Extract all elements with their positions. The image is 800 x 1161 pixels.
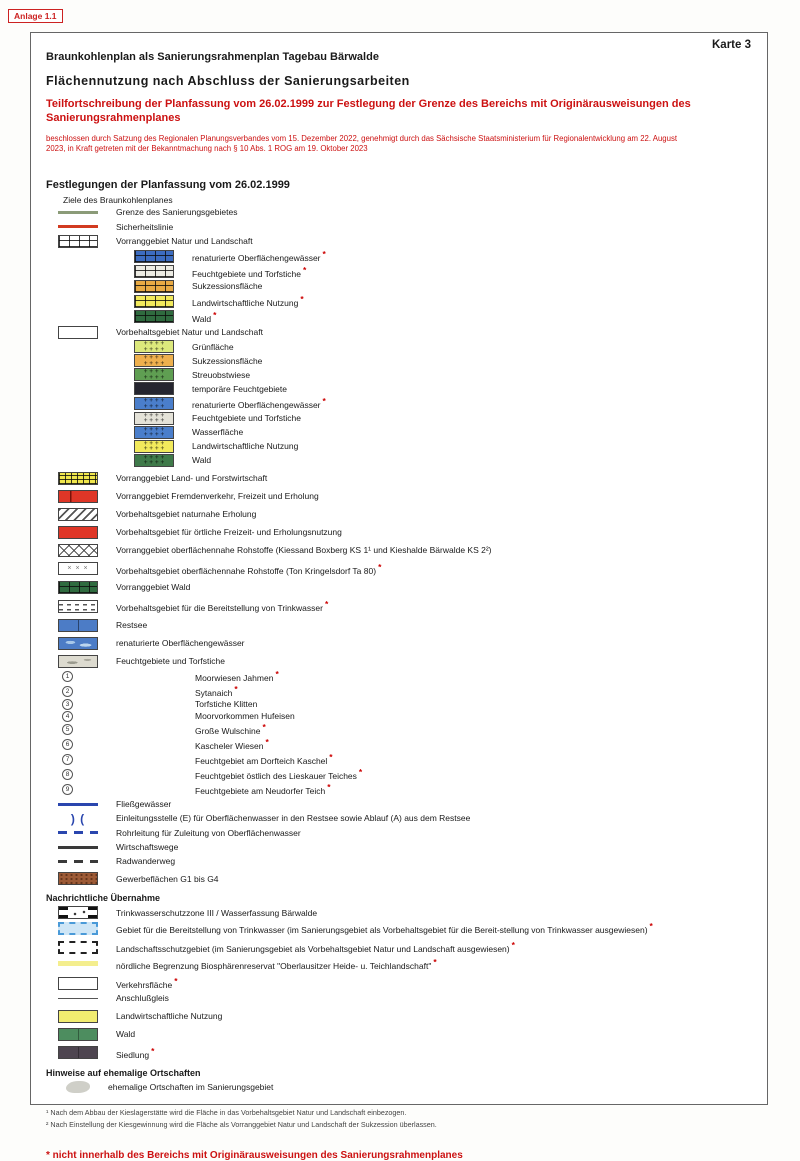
legend-item-label: Wasserfläche [192, 426, 244, 437]
legend-item [46, 490, 752, 503]
asterisk-marker: * [649, 921, 653, 931]
legend-item [46, 544, 752, 557]
stipple-swatch-icon [58, 977, 98, 990]
legend-item [46, 940, 752, 954]
legend-item [46, 581, 752, 594]
legend-item [46, 782, 752, 796]
legend-item-label: Landschaftsschutzgebiet (im Sanierungsgebiet als Vorbehaltsgebiet Natur und Landschaft ausgewiesen) * [116, 940, 515, 955]
legend-item-label: Große Wulschine * [195, 722, 266, 736]
number-badge-icon: 9 [62, 784, 73, 795]
legend-item [46, 396, 752, 410]
number-badge-icon: 2 [62, 686, 73, 697]
legend-item-label: Moorwiesen Jahmen * [195, 669, 279, 684]
grid-grey-swatch-icon [134, 265, 174, 278]
solid-red2-swatch-icon [58, 526, 98, 539]
legend-item-label: Wald [192, 454, 212, 465]
legend-item [46, 265, 752, 279]
legend-group-label: Ziele des Braunkohlenplanes [63, 194, 173, 205]
patchy-blue-swatch-icon [58, 637, 98, 650]
legend-item [46, 827, 752, 840]
legend-item-label: Vorbehaltsgebiet für die Bereitstellung von Trinkwasser * [116, 599, 329, 614]
line-red-swatch-icon [58, 225, 98, 228]
legend-item-label: Feuchtgebiete und Torfstiche * [192, 264, 307, 279]
legend-item [46, 906, 752, 919]
grid-darkgreen-swatch-icon [134, 310, 174, 323]
amendment-title: Teilfortschreibung der Planfassung vom 26.02.1999 zur Festlegung der Grenze des Bereichs mit Originärausweisungen des Sanierungsrahmenplanes [46, 98, 691, 124]
legend-item-label: Wald * [192, 309, 217, 324]
asterisk-marker: * [275, 669, 279, 680]
asterisk-marker: * [511, 940, 515, 951]
line-black-swatch-icon [58, 846, 98, 849]
number-badge-icon: 7 [62, 754, 73, 765]
legend-item-label: Torfstiche Klitten [195, 699, 258, 710]
grid-yellow2-swatch-icon [58, 472, 98, 485]
resolution-note: beschlossen durch Satzung des Regionalen Planungsverbandes vom 15. Dezember 2022, genehmigt durch das Sächsische Staatsministerium für Regionalentwicklung am 22. August 2023, in Kraft getreten mit der Bekanntmachung nach § 10 Abs. 1 ROG am 19. Oktober 2023 [46, 133, 678, 154]
legend-item-label: Feuchtgebiete und Torfstiche [192, 412, 301, 423]
legend-item [46, 221, 752, 234]
legend-item-label: Vorranggebiet Natur und Landschaft [116, 235, 253, 246]
legend-item [46, 957, 752, 971]
anlage-label: Anlage 1.1 [8, 9, 63, 23]
legend-item [46, 684, 752, 698]
legend-item [46, 454, 752, 467]
asterisk-marker: * [151, 1045, 155, 1056]
asterisk-marker: * [174, 975, 178, 986]
legend-item-label: Vorbehaltsgebiet für örtliche Freizeit- und Erholungsnutzung [116, 526, 342, 537]
footnote-1: ¹ Nach dem Abbau der Kieslagerstätte wird die Fläche in das Vorbehaltsgebiet Natur und Landschaft einbezogen. [46, 1108, 407, 1118]
legend-item [46, 921, 752, 935]
legend-item [46, 841, 752, 854]
legend-section-heading: Nachrichtliche Übernahme [46, 893, 161, 904]
dash-lines-swatch-icon [58, 600, 98, 613]
legend-item-label: Grünfläche [192, 341, 234, 352]
legend-item-label: Einleitungsstelle (E) für Oberflächenwasser in den Restsee sowie Ablauf (A) aus dem Restsee [116, 813, 471, 824]
legend-item [46, 382, 752, 395]
line-thin-swatch-icon [58, 998, 98, 1000]
solid-yellow-swatch-icon [58, 1010, 98, 1023]
legend-item [46, 249, 752, 263]
number-badge-icon: 1 [62, 671, 73, 682]
legend-item [46, 976, 752, 990]
bluedash-box-swatch-icon [58, 922, 98, 935]
legend-item-label: Gewerbeflächen G1 bis G4 [116, 873, 219, 884]
dashdot-box-swatch-icon [58, 941, 98, 954]
hatch-cross-swatch-icon [58, 544, 98, 557]
asterisk-marker: * [378, 561, 382, 572]
asterisk-marker: * [300, 294, 304, 305]
legend-item-label: Verkehrsfläche * [116, 975, 178, 990]
grid-blue-swatch-icon [134, 250, 174, 263]
legend-item-label: Vorranggebiet Wald [116, 582, 191, 593]
solid-blue-swatch-icon [58, 619, 98, 632]
asterisk-marker: * [433, 956, 437, 967]
legend-item-label: renaturierte Oberflächengewässer * [192, 396, 326, 411]
solid-brown-swatch-icon [58, 872, 98, 885]
legend-item [46, 637, 752, 650]
legend-item-label: Sukzessionsfläche [192, 281, 263, 292]
legend-item [46, 752, 752, 766]
grid-orange-swatch-icon [134, 280, 174, 293]
plus-blue-swatch-icon [134, 397, 174, 410]
dash-black-swatch-icon [58, 860, 98, 863]
legend-item [46, 440, 752, 453]
asterisk-marker: * [213, 309, 217, 320]
line-green-swatch-icon [58, 211, 98, 214]
plus-green-swatch-icon [134, 368, 174, 381]
legend-item-label: Kascheler Wiesen * [195, 737, 269, 751]
number-badge-icon: 3 [62, 699, 73, 710]
plus-lightgreen-swatch-icon [134, 340, 174, 353]
legend-item [46, 599, 752, 613]
legend-item-label: renaturierte Oberflächengewässer * [192, 249, 326, 264]
asterisk-marker: * [265, 737, 269, 748]
number-badge-icon: 8 [62, 769, 73, 780]
legend-item [46, 619, 752, 632]
footnote-2: ² Nach Einstellung der Kiesgewinnung wird die Fläche als Vorranggebiet Natur und Landschaft der Sukzession überlassen. [46, 1119, 437, 1129]
document-title: Braunkohlenplan als Sanierungsrahmenplan Tagebau Bärwalde [46, 51, 379, 63]
number-badge-icon: 5 [62, 724, 73, 735]
legend-item-label: Feuchtgebiet am Dorfteich Kaschel * [195, 752, 333, 766]
legend-item-label: Vorranggebiet Fremdenverkehr, Freizeit und Erholung [116, 490, 319, 501]
asterisk-note: * nicht innerhalb des Bereichs mit Originärausweisungen des Sanierungsrahmenplanes [46, 1149, 463, 1161]
legend-item-label: Sytanaich * [195, 684, 238, 699]
asterisk-marker: * [322, 249, 326, 260]
legend-item-label: Moorvorkommen Hufeisen [195, 710, 295, 721]
legend-section-heading: Hinweise auf ehemalige Ortschaften [46, 1067, 201, 1078]
legend-item [46, 1028, 752, 1041]
legend-item [46, 1046, 752, 1060]
legend-item-label: Vorranggebiet oberflächennahe Rohstoffe (Kiessand Boxberg KS 1¹ und Kieshalde Bärwalde KS 2²) [116, 544, 492, 555]
legend-item [46, 812, 752, 825]
legend-heading: Festlegungen der Planfassung vom 26.02.1999 [46, 178, 290, 191]
grid-darkgreen2-swatch-icon [58, 581, 98, 594]
plus-grey-swatch-icon [134, 412, 174, 425]
map-sheet-label: Karte 3 [712, 39, 751, 51]
box-white-swatch-icon [58, 326, 98, 339]
legend-item [46, 526, 752, 539]
legend-item-label: Feuchtgebiete und Torfstiche [116, 655, 225, 666]
blob-swatch-icon [66, 1081, 90, 1093]
legend-item [46, 354, 752, 367]
inlet-swatch-icon [58, 812, 98, 825]
legend-item-label: Wirtschaftswege [116, 841, 179, 852]
solid-darknavy-swatch-icon [134, 382, 174, 395]
grid-yellow-swatch-icon [134, 295, 174, 308]
legend-item [46, 280, 752, 293]
plus-darkgreen-swatch-icon [134, 454, 174, 467]
legend-item-label: temporäre Feuchtgebiete [192, 383, 287, 394]
legend-item [46, 992, 752, 1005]
legend-item-label: ehemalige Ortschaften im Sanierungsgebiet [108, 1081, 274, 1092]
line-yellow-swatch-icon [58, 961, 98, 966]
legend-item-label: Anschlußgleis [116, 992, 169, 1003]
number-badge-icon: 6 [62, 739, 73, 750]
legend-item-label: Vorbehaltsgebiet naturnahe Erholung [116, 508, 257, 519]
legend-item-label: Wald [116, 1028, 136, 1039]
legend-item-label: Siedlung * [116, 1045, 155, 1060]
legend-item [46, 767, 752, 781]
legend-item [46, 326, 752, 339]
legend-item [46, 1081, 752, 1094]
hatch-diag-swatch-icon [58, 508, 98, 521]
legend-item-label: Feuchtgebiete am Neudorfer Teich * [195, 781, 331, 796]
asterisk-marker: * [358, 767, 363, 778]
legend-item-label: Grenze des Sanierungsgebietes [116, 207, 238, 218]
legend-item [46, 669, 752, 683]
legend-item-label: Sicherheitslinie [116, 221, 174, 232]
legend-item [46, 426, 752, 439]
legend-item-label: Vorbehaltsgebiet Natur und Landschaft [116, 326, 263, 337]
legend-list [46, 195, 752, 1094]
legend-item [46, 699, 752, 710]
legend-item [46, 655, 752, 668]
legend-item-label: nördliche Begrenzung Biosphärenreservat "Oberlausitzer Heide- u. Teichlandschaft" * [116, 956, 437, 971]
legend-item [46, 412, 752, 425]
number-badge-icon: 4 [62, 711, 73, 722]
asterisk-marker: * [303, 264, 307, 275]
legend-item [46, 737, 752, 751]
footnotes [46, 1107, 686, 1129]
legend-item [46, 207, 752, 220]
legend-item [46, 711, 752, 722]
legend-item-label: Vorbehaltsgebiet oberflächennahe Rohstoffe (Ton Kringelsdorf Ta 80) * [116, 561, 382, 576]
asterisk-marker: * [324, 599, 329, 610]
legend-item-label: Trinkwasserschutzzone III / Wasserfassung Bärwalde [116, 907, 318, 918]
solid-red-swatch-icon [58, 490, 98, 503]
legend-item-label: Landwirtschaftliche Nutzung * [192, 294, 304, 309]
legend-item-label: Vorranggebiet Land- und Forstwirtschaft [116, 472, 268, 483]
legend-item [46, 798, 752, 811]
legend-item [46, 722, 752, 736]
legend-item [46, 472, 752, 485]
asterisk-marker: * [322, 396, 326, 407]
legend-item-label: Gebiet für die Bereitstellung von Trinkwasser (im Sanierungsgebiet als Vorbehaltsgebiet für die Bereit-stellung von Trinkwasser ausgewiesen) * [116, 921, 653, 935]
legend-item-label: Restsee [116, 619, 148, 630]
legend-item [46, 1010, 752, 1023]
asterisk-marker: * [262, 722, 266, 733]
legend-item [46, 235, 752, 248]
dotted-x-swatch-icon [58, 562, 98, 575]
legend-item-label: Sukzessionsfläche [192, 355, 263, 366]
legend-item [46, 855, 752, 868]
legend-item [46, 508, 752, 521]
document-subtitle: Flächennutzung nach Abschluss der Sanierungsarbeiten [46, 74, 410, 88]
legend-item [46, 310, 752, 324]
plus-blue2-swatch-icon [134, 426, 174, 439]
legend-item [46, 340, 752, 353]
page-frame [30, 32, 768, 1161]
asterisk-marker: * [327, 781, 331, 792]
asterisk-marker: * [329, 752, 333, 763]
dash-blue-swatch-icon [58, 831, 98, 834]
legend-item [46, 872, 752, 885]
legend-item-label: renaturierte Oberflächengewässer [116, 637, 245, 648]
asterisk-marker: * [234, 684, 238, 695]
legend-item-label: Feuchtgebiet östlich des Lieskauer Teiches * [195, 767, 363, 781]
legend-item-label: Radwanderweg [116, 855, 176, 866]
legend-item [46, 368, 752, 381]
corner-box-swatch-icon [58, 906, 98, 919]
legend-item-label: Rohrleitung für Zuleitung von Oberflächenwasser [116, 827, 301, 838]
legend-item-label: Landwirtschaftliche Nutzung [116, 1010, 223, 1021]
grid-white-swatch-icon [58, 235, 98, 248]
line-blue-swatch-icon [58, 803, 98, 806]
plus-yellow-swatch-icon [134, 440, 174, 453]
solid-green-swatch-icon [58, 1028, 98, 1041]
legend-item-label: Fließgewässer [116, 798, 172, 809]
legend-item [46, 562, 752, 576]
legend-item [46, 294, 752, 308]
solid-dark-swatch-icon [58, 1046, 98, 1059]
plus-orange-swatch-icon [134, 354, 174, 367]
legend-item-label: Landwirtschaftliche Nutzung [192, 440, 299, 451]
legend-item-label: Streuobstwiese [192, 369, 251, 380]
patchy-grey-swatch-icon [58, 655, 98, 668]
